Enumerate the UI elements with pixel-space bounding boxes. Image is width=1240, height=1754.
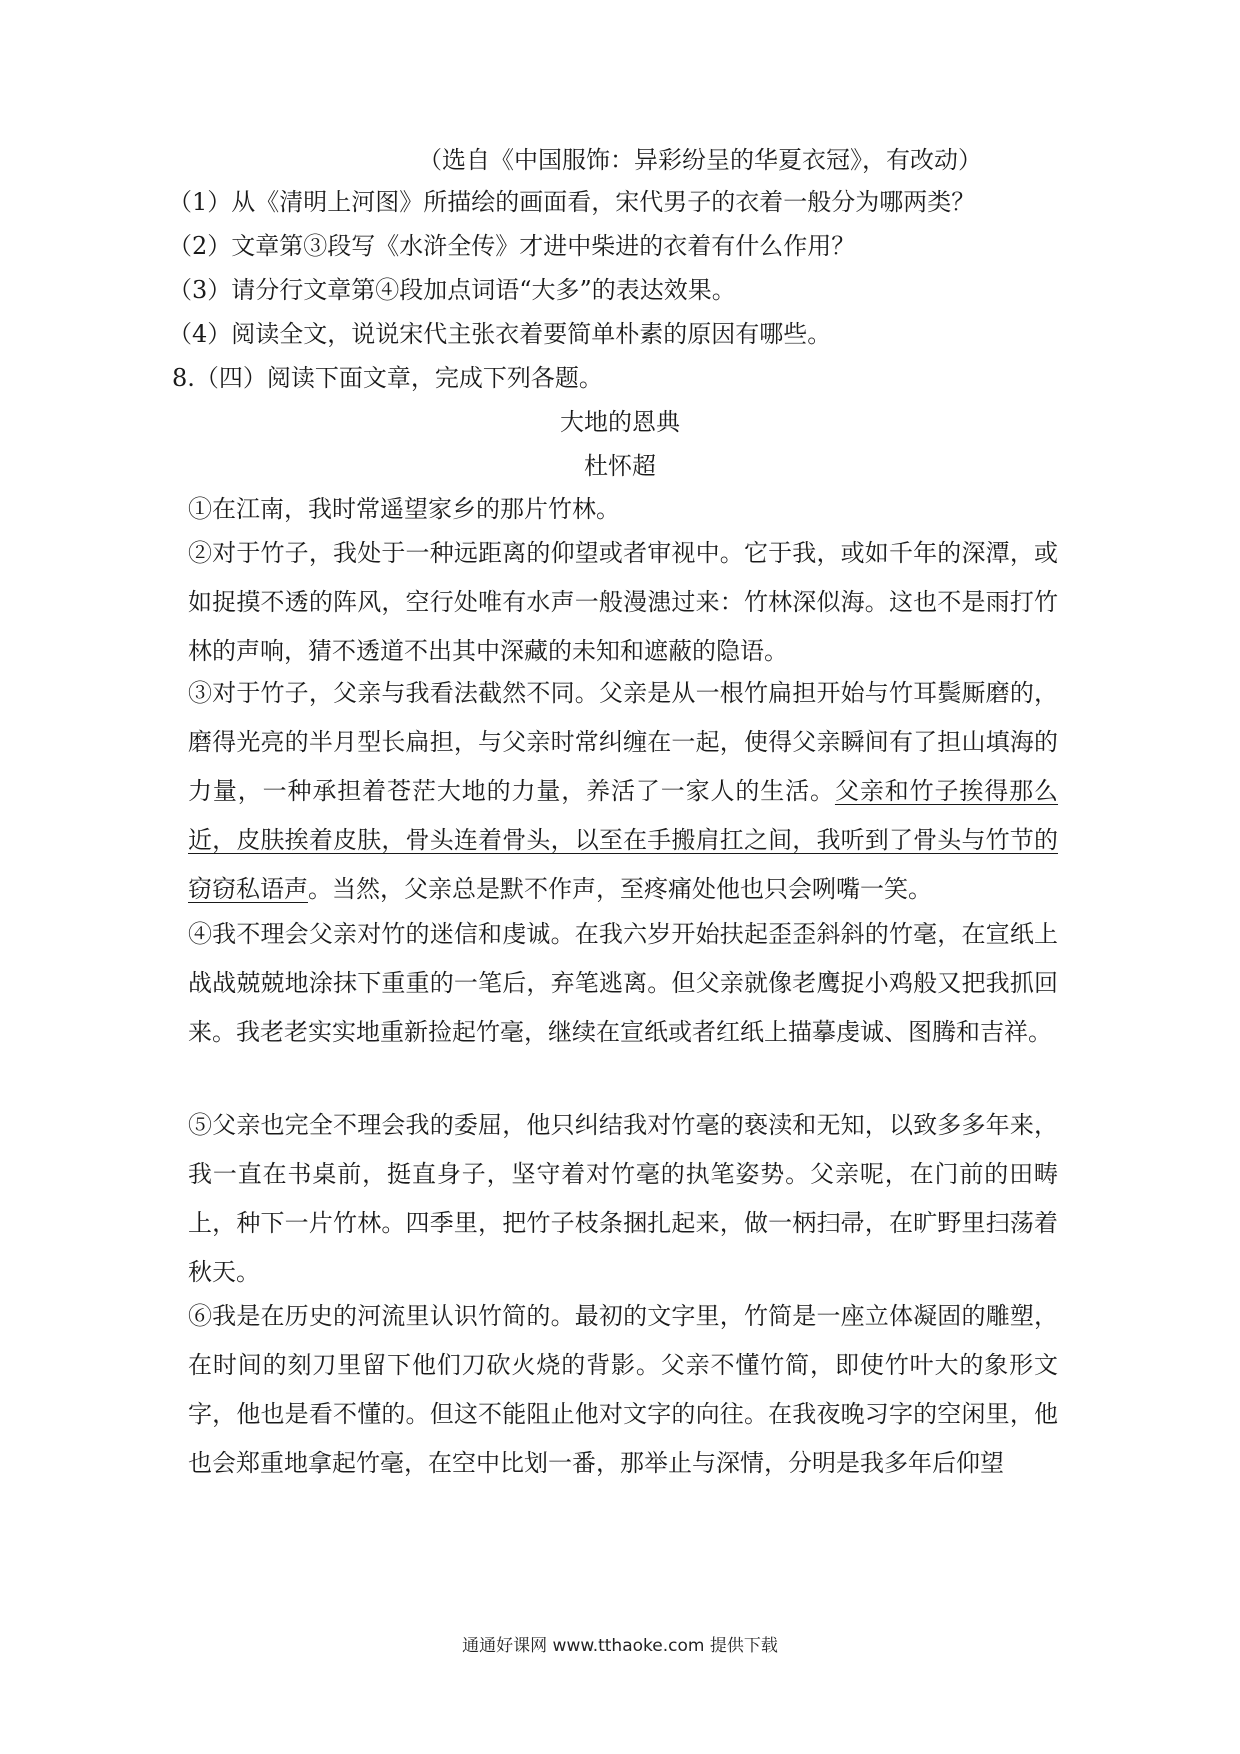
- underlined-sentence: 父亲和竹子挨得那么近，皮肤挨着皮肤，骨头连着骨头，以至在手搬肩扛之间，我听到了骨头与竹节的窃窃私语声: [188, 777, 1059, 903]
- source-note: （选自《中国服饰：异彩纷呈的华夏衣冠》，有改动）: [418, 146, 982, 174]
- question-1: （1）从《清明上河图》所描绘的画面看，宋代男子的衣着一般分为哪两类？: [168, 188, 976, 216]
- paragraph-1: ①在江南，我时常遥望家乡的那片竹林。: [188, 495, 620, 523]
- paragraph-4: ④我不理会父亲对竹的迷信和虔诚。在我六岁开始扶起歪歪斜斜的竹毫，在宣纸上战战兢兢地涂抹下重重的一笔后，弃笔逃离。但父亲就像老鹰捉小鸡般又把我抓回来。我老老实实地重新捡起竹毫，继续在宣纸或者红纸上描摹虔诚、图腾和吉祥。: [188, 920, 1058, 1046]
- paragraph-6: ⑥我是在历史的河流里认识竹简的。最初的文字里，竹简是一座立体凝固的雕塑，在时间的刻刀里留下他们刀砍火烧的背影。父亲不懂竹简，即使竹叶大的象形文字，他也是看不懂的。但这不能阻止他对文字的向往。在我夜晚习字的空闲里，他也会郑重地拿起竹毫，在空中比划一番，那举止与深情，分明是我多年后仰望: [188, 1302, 1058, 1477]
- paragraph-3-end: 。当然，父亲总是默不作声，至疼痛处他也只会咧嘴一笑。: [308, 875, 932, 903]
- footer-credit: 通通好课网 www.tthaoke.com 提供下载: [462, 1636, 778, 1656]
- paragraph-5: ⑤父亲也完全不理会我的委屈，他只纠结我对竹毫的亵渎和无知，以致多多年来，我一直在书桌前，挺直身子，坚守着对竹毫的执笔姿势。父亲呢，在门前的田畴上，种下一片竹林。四季里，把竹子枝条捆扎起来，做一柄扫帚，在旷野里扫荡着秋天。: [188, 1111, 1058, 1286]
- article-title: 大地的恩典: [560, 408, 680, 436]
- paragraph-3: [188, 669, 1058, 914]
- task-heading: 8.（四）阅读下面文章，完成下列各题。: [172, 364, 603, 392]
- paragraph-3-start: ③对于竹子，父亲与我看法截然不同。父亲是从一根竹扁担开始与竹耳鬓厮磨的，磨得光亮的半月型长扁担，与父亲时常纠缠在一起，使得父亲瞬间有了担山填海的力量，一种承担着苍茫大地的力量，养活了一家人的生活。: [188, 679, 1058, 805]
- question-2: （2）文章第③段写《水浒全传》才进中柴进的衣着有什么作用？: [168, 232, 856, 260]
- question-4: （4）阅读全文，说说宋代主张衣着要简单朴素的原因有哪些。: [168, 320, 832, 348]
- paragraph-2: ②对于竹子，我处于一种远距离的仰望或者审视中。它于我，或如千年的深潭，或如捉摸不透的阵风，空行处唯有水声一般漫漶过来：竹林深似海。这也不是雨打竹林的声响，猜不透道不出其中深藏的未知和遮蔽的隐语。: [188, 539, 1058, 665]
- question-3: （3）请分行文章第④段加点词语“大多”的表达效果。: [168, 276, 736, 304]
- article-author: 杜怀超: [584, 452, 656, 480]
